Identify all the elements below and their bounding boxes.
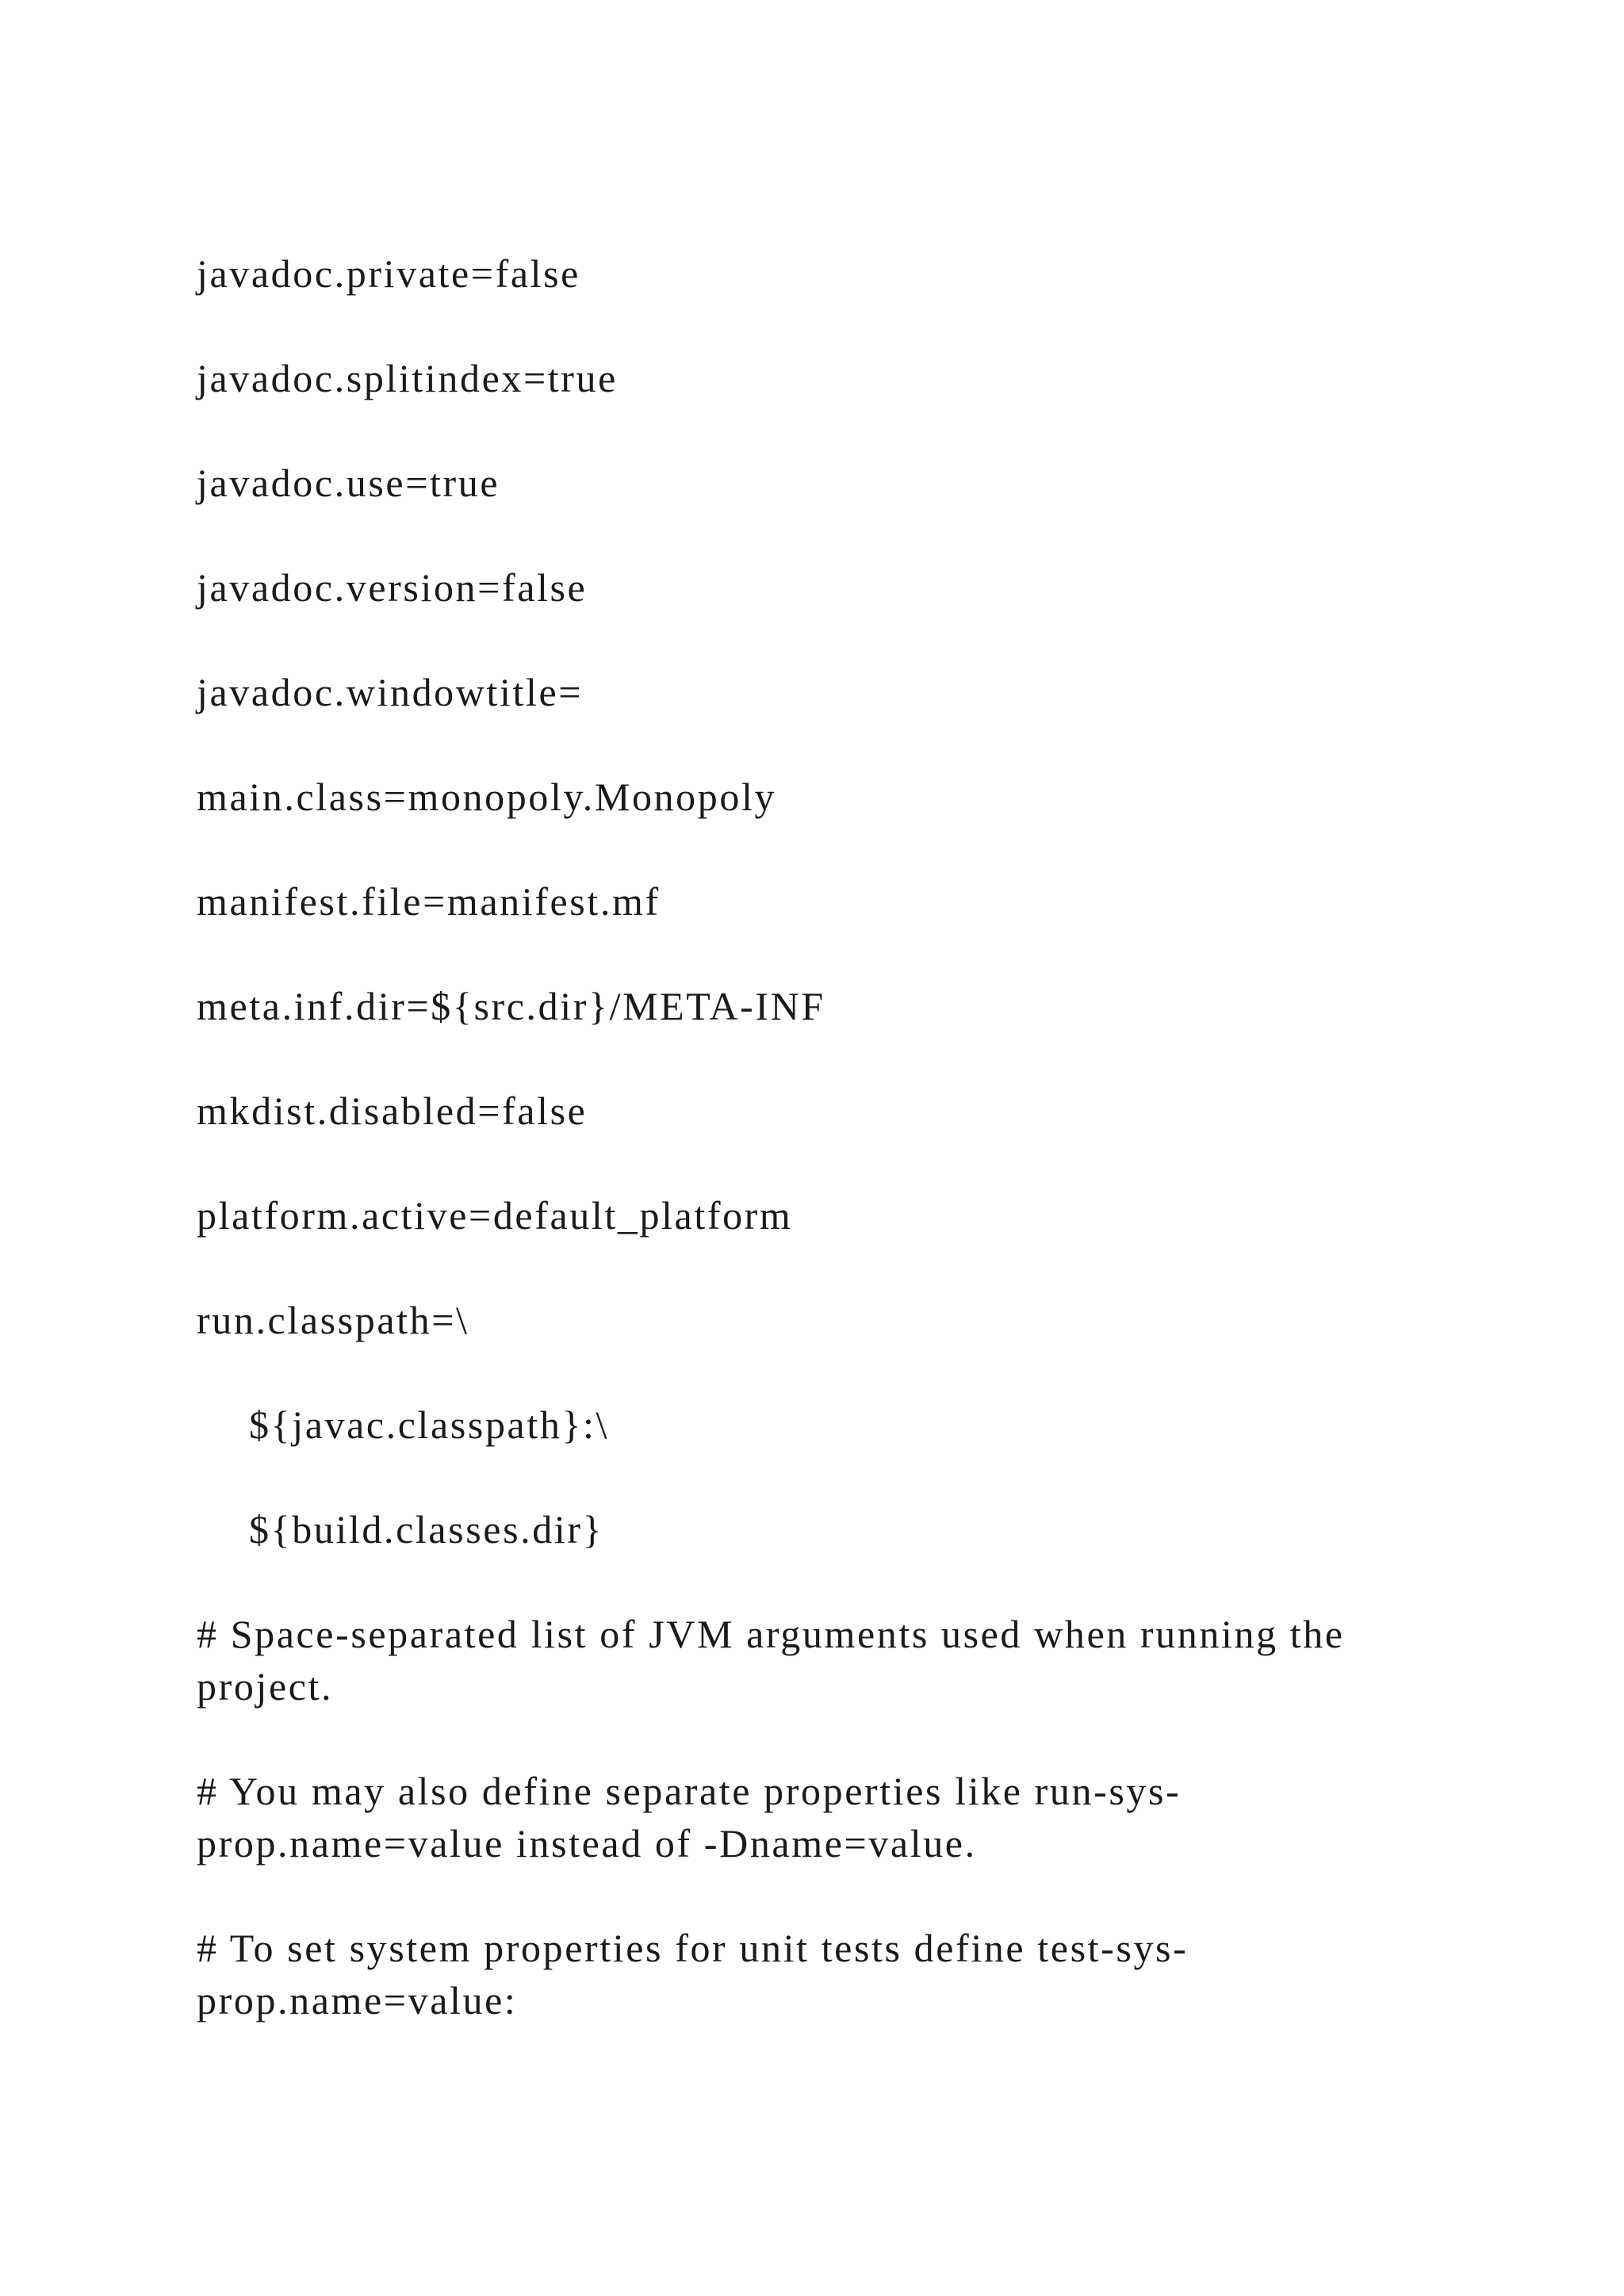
comment-paragraph [197,1922,1465,2026]
property-line: javadoc.private=false [197,251,580,296]
property-continuation-line: ${javac.classpath}:\ [249,1402,610,1447]
property-continuation-line: ${build.classes.dir} [249,1507,604,1552]
property-line: meta.inf.dir=${src.dir}/META-INF [197,984,825,1028]
comment-line: # To set system properties for unit tests define test-sys- [197,1926,1189,1970]
comment-line: project. [197,1664,334,1709]
comment-line: # Space-separated list of JVM arguments used when running the [197,1612,1345,1656]
property-line: javadoc.splitindex=true [197,356,618,400]
comment-paragraph [197,1608,1465,1712]
property-line: javadoc.version=false [197,565,588,610]
comment-line: prop.name=value: [197,1978,518,2022]
comment-line: # You may also define separate properties like run-sys- [197,1769,1182,1813]
comment-paragraph [197,1765,1465,1869]
property-line: manifest.file=manifest.mf [197,879,661,924]
property-line: mkdist.disabled=false [197,1089,588,1133]
property-line: main.class=monopoly.Monopoly [197,775,777,819]
property-line: platform.active=default_platform [197,1193,793,1238]
property-line: javadoc.use=true [197,461,500,505]
property-line: run.classpath=\ [197,1298,469,1342]
comment-line: prop.name=value instead of -Dname=value. [197,1821,977,1866]
property-line: javadoc.windowtitle= [197,670,584,714]
document-body [197,247,1465,2079]
